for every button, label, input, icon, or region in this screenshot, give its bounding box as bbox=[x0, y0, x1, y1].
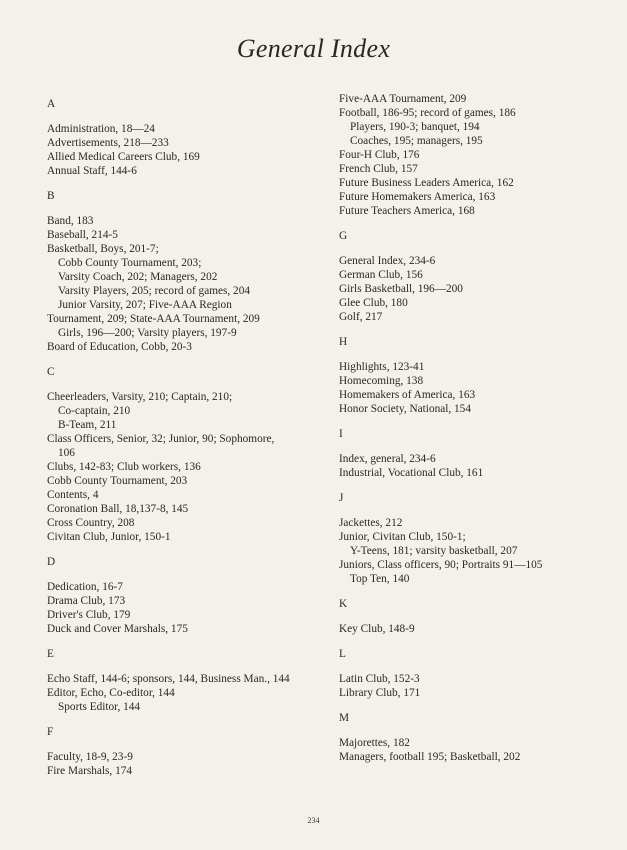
index-entry: Baseball, 214-5 bbox=[47, 229, 118, 241]
index-entry: German Club, 156 bbox=[339, 269, 423, 281]
index-entry: Drama Club, 173 bbox=[47, 595, 126, 607]
index-entry: Cobb County Tournament, 203; bbox=[58, 257, 202, 269]
index-entry: Football, 186-95; record of games, 186 bbox=[339, 107, 516, 119]
index-entry: Advertisements, 218—233 bbox=[47, 137, 169, 149]
section-letter: B bbox=[47, 190, 55, 202]
index-entry: Key Club, 148-9 bbox=[339, 623, 415, 635]
index-entry: Future Homemakers America, 163 bbox=[339, 191, 496, 203]
index-entry: Girls Basketball, 196—200 bbox=[339, 283, 463, 295]
section-letter: I bbox=[339, 428, 343, 440]
index-entry: Honor Society, National, 154 bbox=[339, 403, 471, 415]
index-entry: Basketball, Boys, 201-7; bbox=[47, 243, 159, 255]
index-entry: Clubs, 142-83; Club workers, 136 bbox=[47, 461, 201, 473]
index-column-right bbox=[339, 92, 609, 764]
section-letter: A bbox=[47, 98, 56, 110]
section-letter: L bbox=[339, 648, 346, 660]
index-entry: Editor, Echo, Co-editor, 144 bbox=[47, 687, 175, 699]
index-entry: Industrial, Vocational Club, 161 bbox=[339, 467, 484, 479]
index-entry: Allied Medical Careers Club, 169 bbox=[47, 151, 200, 163]
index-entry: Coaches, 195; managers, 195 bbox=[350, 135, 483, 147]
index-entry: Sports Editor, 144 bbox=[58, 701, 141, 713]
index-entry: Faculty, 18-9, 23-9 bbox=[47, 751, 133, 763]
index-entry: Echo Staff, 144-6; sponsors, 144, Business Man., 144 bbox=[47, 673, 290, 685]
index-entry: Players, 190-3; banquet, 194 bbox=[350, 121, 480, 133]
section-letter: G bbox=[339, 230, 348, 242]
index-entry: Co-captain, 210 bbox=[58, 405, 131, 417]
index-entry: Majorettes, 182 bbox=[339, 737, 410, 749]
index-entry: Duck and Cover Marshals, 175 bbox=[47, 623, 188, 635]
index-entry: Latin Club, 152-3 bbox=[339, 673, 420, 685]
index-entry: Varsity Players, 205; record of games, 204 bbox=[58, 285, 251, 297]
section-letter: F bbox=[47, 726, 54, 738]
index-entry: B-Team, 211 bbox=[58, 419, 117, 431]
index-entry: Managers, football 195; Basketball, 202 bbox=[339, 751, 521, 763]
index-entry: Cheerleaders, Varsity, 210; Captain, 210; bbox=[47, 391, 233, 403]
index-entry: Index, general, 234-6 bbox=[339, 453, 436, 465]
index-entry: Homecoming, 138 bbox=[339, 375, 424, 387]
index-entry: Class Officers, Senior, 32; Junior, 90; Sophomore, bbox=[47, 433, 275, 445]
section-letter: H bbox=[339, 336, 348, 348]
index-entry: Golf, 217 bbox=[339, 311, 383, 323]
index-entry: Driver's Club, 179 bbox=[47, 609, 131, 621]
index-entry: General Index, 234-6 bbox=[339, 255, 436, 267]
index-entry: Junior, Civitan Club, 150-1; bbox=[339, 531, 466, 543]
index-entry: 106 bbox=[58, 447, 75, 459]
index-entry: Top Ten, 140 bbox=[350, 573, 410, 585]
index-entry: Junior Varsity, 207; Five-AAA Region bbox=[58, 299, 232, 311]
index-entry: Y-Teens, 181; varsity basketball, 207 bbox=[350, 545, 518, 557]
index-entry: Juniors, Class officers, 90; Portraits 91—105 bbox=[339, 559, 543, 571]
index-entry: French Club, 157 bbox=[339, 163, 418, 175]
index-entry: Five-AAA Tournament, 209 bbox=[339, 93, 467, 105]
index-entry: Future Teachers America, 168 bbox=[339, 205, 475, 217]
index-entry: Board of Education, Cobb, 20-3 bbox=[47, 341, 192, 353]
index-entry: Administration, 18—24 bbox=[47, 123, 155, 135]
index-column-left bbox=[47, 97, 317, 778]
index-entry: Glee Club, 180 bbox=[339, 297, 408, 309]
section-letter: M bbox=[339, 712, 350, 724]
index-entry: Four-H Club, 176 bbox=[339, 149, 420, 161]
index-entry: Annual Staff, 144-6 bbox=[47, 165, 137, 177]
index-entry: Homemakers of America, 163 bbox=[339, 389, 476, 401]
page-number: 234 bbox=[307, 816, 320, 825]
section-letter: C bbox=[47, 366, 55, 378]
index-entry: Contents, 4 bbox=[47, 489, 99, 501]
section-letter: D bbox=[47, 556, 56, 568]
index-entry: Band, 183 bbox=[47, 215, 94, 227]
page-title: General Index bbox=[236, 34, 391, 63]
index-entry: Girls, 196—200; Varsity players, 197-9 bbox=[58, 327, 237, 339]
index-entry: Varsity Coach, 202; Managers, 202 bbox=[58, 271, 218, 283]
section-letter: E bbox=[47, 648, 54, 660]
index-entry: Fire Marshals, 174 bbox=[47, 765, 133, 777]
index-entry: Library Club, 171 bbox=[339, 687, 421, 699]
index-entry: Tournament, 209; State-AAA Tournament, 209 bbox=[47, 313, 260, 325]
section-letter: J bbox=[339, 492, 344, 504]
section-letter: K bbox=[339, 598, 348, 610]
index-entry: Civitan Club, Junior, 150-1 bbox=[47, 531, 171, 543]
index-entry: Cross Country, 208 bbox=[47, 517, 135, 529]
index-entry: Highlights, 123-41 bbox=[339, 361, 425, 373]
index-entry: Jackettes, 212 bbox=[339, 517, 403, 529]
index-entry: Future Business Leaders America, 162 bbox=[339, 177, 514, 189]
index-entry: Dedication, 16-7 bbox=[47, 581, 123, 593]
index-entry: Coronation Ball, 18,137-8, 145 bbox=[47, 503, 189, 515]
index-entry: Cobb County Tournament, 203 bbox=[47, 475, 188, 487]
